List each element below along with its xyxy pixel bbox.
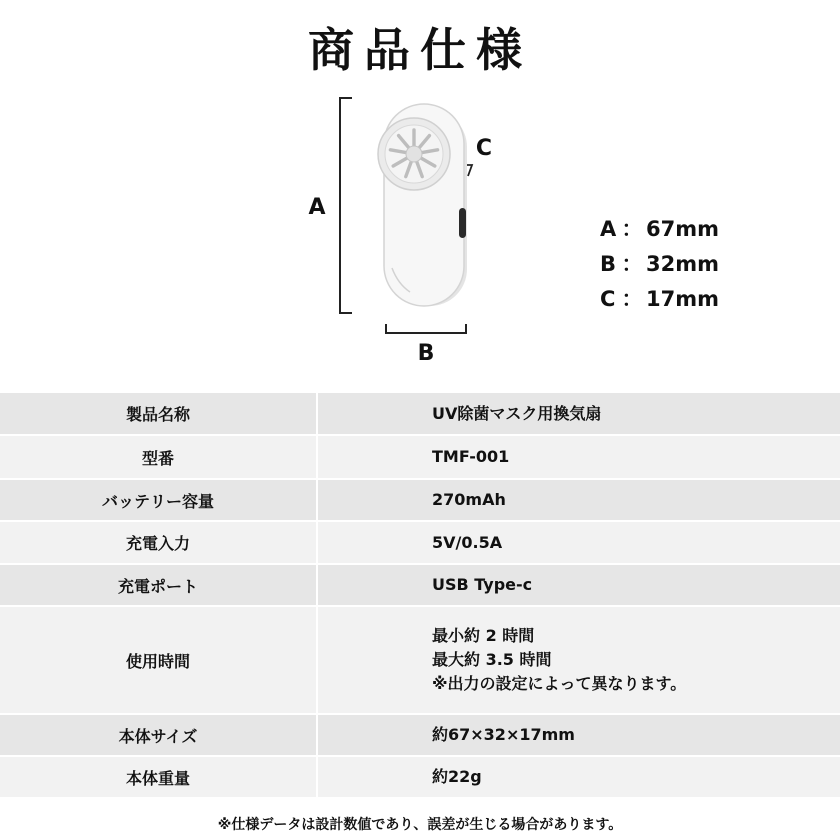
- spec-label: 本体サイズ: [0, 714, 317, 756]
- spec-value: USB Type-c: [317, 564, 840, 606]
- dimension-c-label: C: [475, 136, 493, 161]
- dimension-row-b: [600, 249, 719, 284]
- spec-value: 約67×32×17mm: [317, 714, 840, 756]
- dimension-key: B: [600, 252, 617, 276]
- footnote: ※仕様データは設計数値であり、誤差が生じる場合があります。: [217, 817, 623, 833]
- spec-row-battery: [0, 479, 840, 521]
- usage-time-min: 最小約 2 時間: [432, 626, 535, 645]
- spec-row-charge-input: [0, 521, 840, 564]
- dimension-value: 32mm: [646, 252, 719, 276]
- spec-label: 使用時間: [0, 606, 317, 714]
- spec-row-body-weight: [0, 756, 840, 798]
- dimension-separator: ：: [621, 217, 643, 241]
- dimension-separator: ：: [621, 252, 643, 276]
- spec-label: 充電入力: [0, 521, 317, 564]
- spec-row-model: [0, 435, 840, 479]
- dimension-a-bracket: [340, 98, 352, 313]
- spec-row-product-name: [0, 393, 840, 435]
- spec-label: バッテリー容量: [0, 479, 317, 521]
- dimension-b-bracket: [386, 324, 466, 333]
- spec-value: 約22g: [317, 756, 840, 798]
- spec-row-body-size: [0, 714, 840, 756]
- dimension-row-a: [600, 214, 719, 249]
- usage-time-note: ※出力の設定によって異なります。: [432, 674, 687, 693]
- spec-label: 本体重量: [0, 756, 317, 798]
- spec-value: UV除菌マスク用換気扇: [317, 393, 840, 435]
- spec-row-charge-port: [0, 564, 840, 606]
- dimension-value: 17mm: [646, 287, 719, 311]
- spec-label: 充電ポート: [0, 564, 317, 606]
- dimension-separator: ：: [621, 287, 643, 311]
- dimension-row-c: [600, 284, 719, 319]
- spec-table: [0, 393, 840, 799]
- dimension-b-label: B: [417, 341, 435, 366]
- product-diagram: [0, 0, 840, 390]
- spec-value: TMF-001: [317, 435, 840, 479]
- spec-value: 5V/0.5A: [317, 521, 840, 564]
- dimension-value: 67mm: [646, 217, 719, 241]
- dimension-key: A: [600, 217, 617, 241]
- page-title: 商品仕様: [308, 23, 532, 77]
- dimension-list: [600, 214, 719, 319]
- spec-label: 型番: [0, 435, 317, 479]
- fan-device-illustration: [378, 104, 467, 306]
- dimension-a-label: A: [308, 195, 326, 220]
- spec-value: [317, 606, 840, 714]
- spec-label: 製品名称: [0, 393, 317, 435]
- usage-time-max: 最大約 3.5 時間: [432, 650, 552, 669]
- dimension-key: C: [600, 287, 616, 311]
- spec-value: 270mAh: [317, 479, 840, 521]
- spec-row-usage-time: [0, 606, 840, 714]
